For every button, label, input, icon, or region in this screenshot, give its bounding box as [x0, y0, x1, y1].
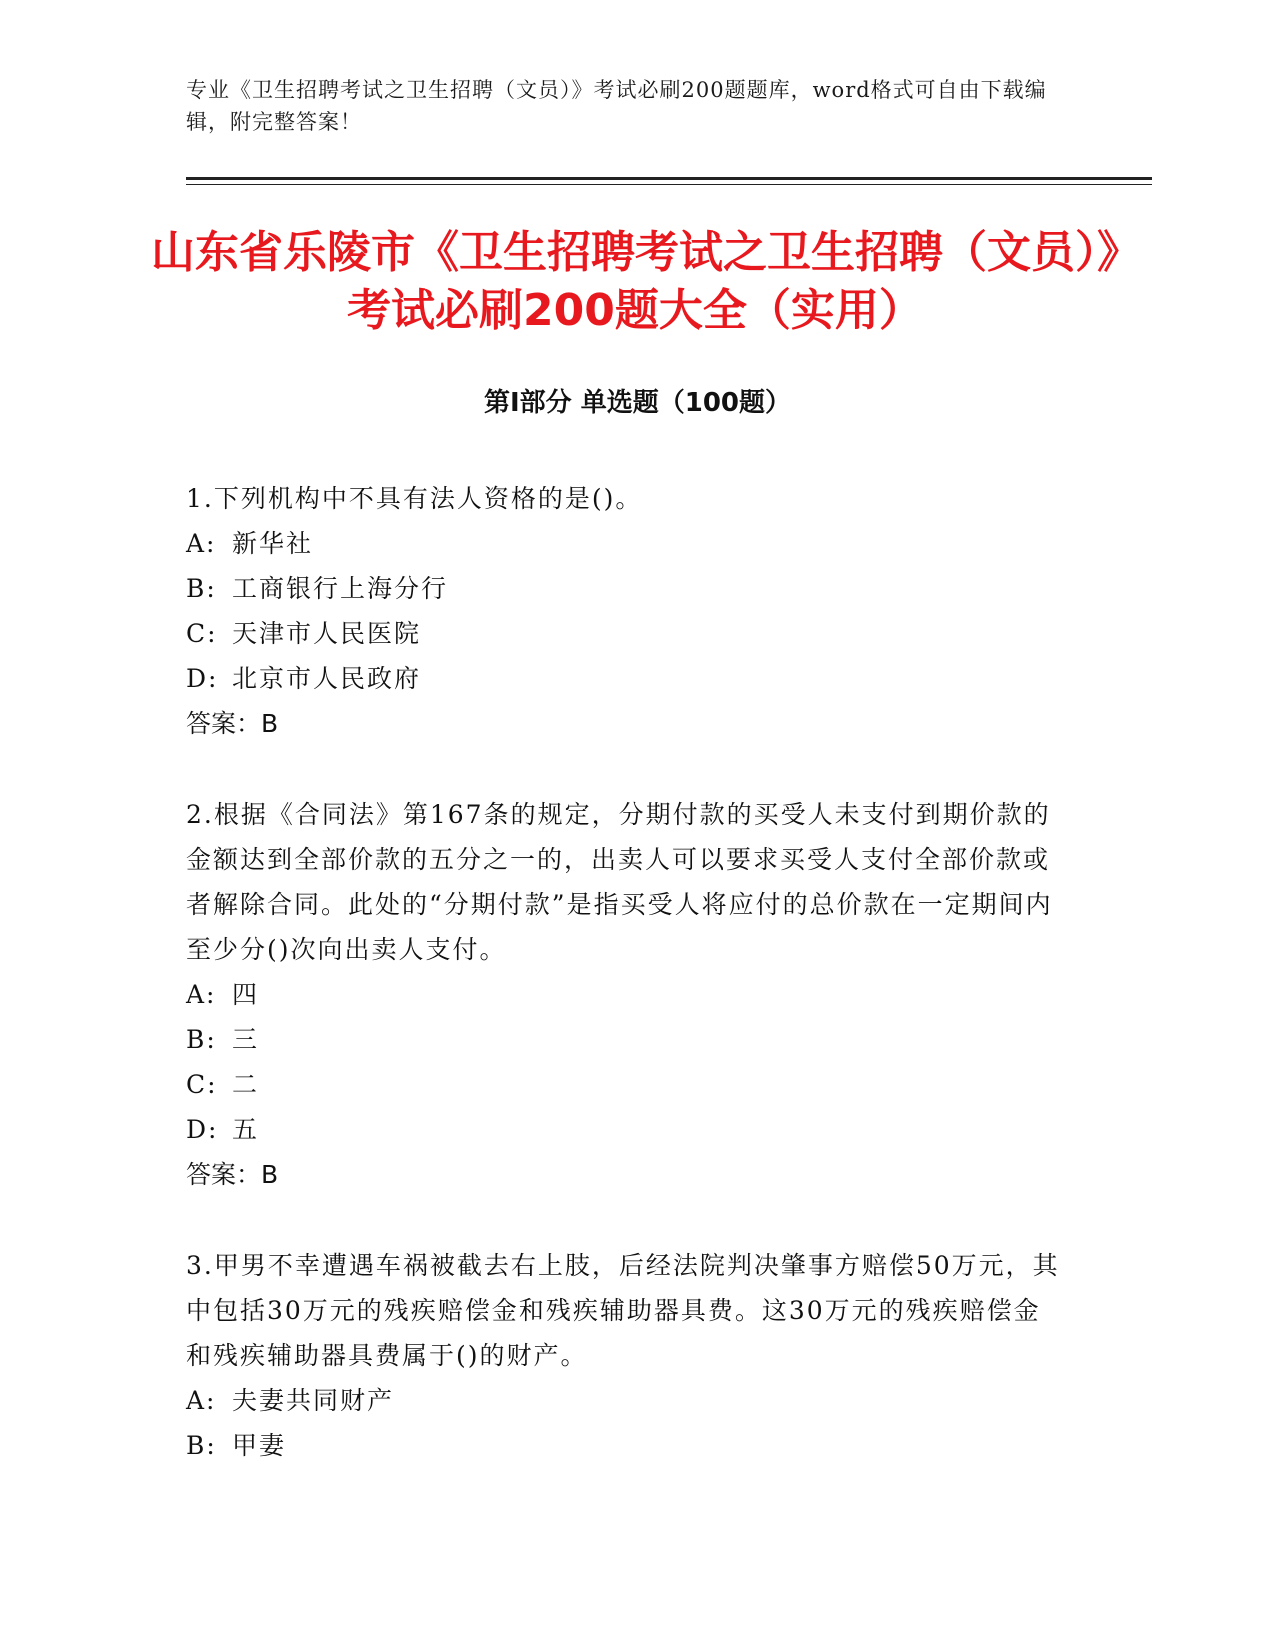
option-label: C:	[186, 1070, 218, 1099]
question-text: 1.下列机构中不具有法人资格的是()。	[186, 484, 643, 513]
option-text: 工商银行上海分行	[232, 574, 449, 603]
option-b	[186, 1017, 1066, 1062]
question-list	[186, 476, 1066, 1514]
option-text: 二	[232, 1070, 260, 1099]
section-title: 第Ⅰ部分 单选题（100题）	[484, 388, 791, 418]
option-a	[186, 972, 1066, 1017]
question-1	[186, 476, 1066, 746]
option-b	[186, 566, 1066, 611]
option-d	[186, 1107, 1066, 1152]
option-text: 新华社	[232, 529, 314, 558]
header-divider-thick	[186, 177, 1152, 180]
option-d	[186, 656, 1066, 701]
header-divider-thin	[186, 184, 1152, 185]
option-label: B:	[186, 1431, 217, 1460]
document-title: 山东省乐陵市《卫生招聘考试之卫生招聘（文员）》考试必刷200题大全（实用）	[151, 227, 1119, 336]
option-label: B:	[186, 1025, 217, 1054]
option-label: A:	[186, 529, 217, 558]
option-label: D:	[186, 1115, 219, 1144]
question-text: 2.根据《合同法》第167条的规定，分期付款的买受人未支付到期价款的金额达到全部价款的五分之一的，出卖人可以要求买受人支付全部价款或者解除合同。此处的“分期付款”是指买受人将应付的总价款在一定期间内至少分()次向出卖人支付。	[186, 800, 1053, 964]
option-text: 五	[232, 1115, 260, 1144]
header-note: 专业《卫生招聘考试之卫生招聘（文员）》考试必刷200题题库，word格式可自由下载编辑，附完整答案！	[186, 78, 1047, 134]
option-label: A:	[186, 1386, 217, 1415]
option-label: A:	[186, 980, 217, 1009]
option-text: 甲妻	[232, 1431, 287, 1460]
option-c	[186, 611, 1066, 656]
option-label: D:	[186, 664, 219, 693]
option-text: 天津市人民医院	[232, 619, 422, 648]
question-text: 3.甲男不幸遭遇车祸被截去右上肢，后经法院判决肇事方赔偿50万元，其中包括30万元的残疾赔偿金和残疾辅助器具费。这30万元的残疾赔偿金和残疾辅助器具费属于()的财产。	[186, 1251, 1060, 1370]
option-c	[186, 1062, 1066, 1107]
option-label: B:	[186, 574, 217, 603]
option-a	[186, 1378, 1066, 1423]
option-a	[186, 521, 1066, 566]
answer-line: 答案：B	[186, 709, 279, 738]
option-b	[186, 1423, 1066, 1468]
option-text: 北京市人民政府	[232, 664, 422, 693]
option-text: 四	[232, 980, 260, 1009]
option-label: C:	[186, 619, 218, 648]
answer-line: 答案：B	[186, 1160, 279, 1189]
option-text: 夫妻共同财产	[232, 1386, 395, 1415]
option-text: 三	[232, 1025, 260, 1054]
question-2	[186, 792, 1066, 1197]
question-3	[186, 1243, 1066, 1468]
